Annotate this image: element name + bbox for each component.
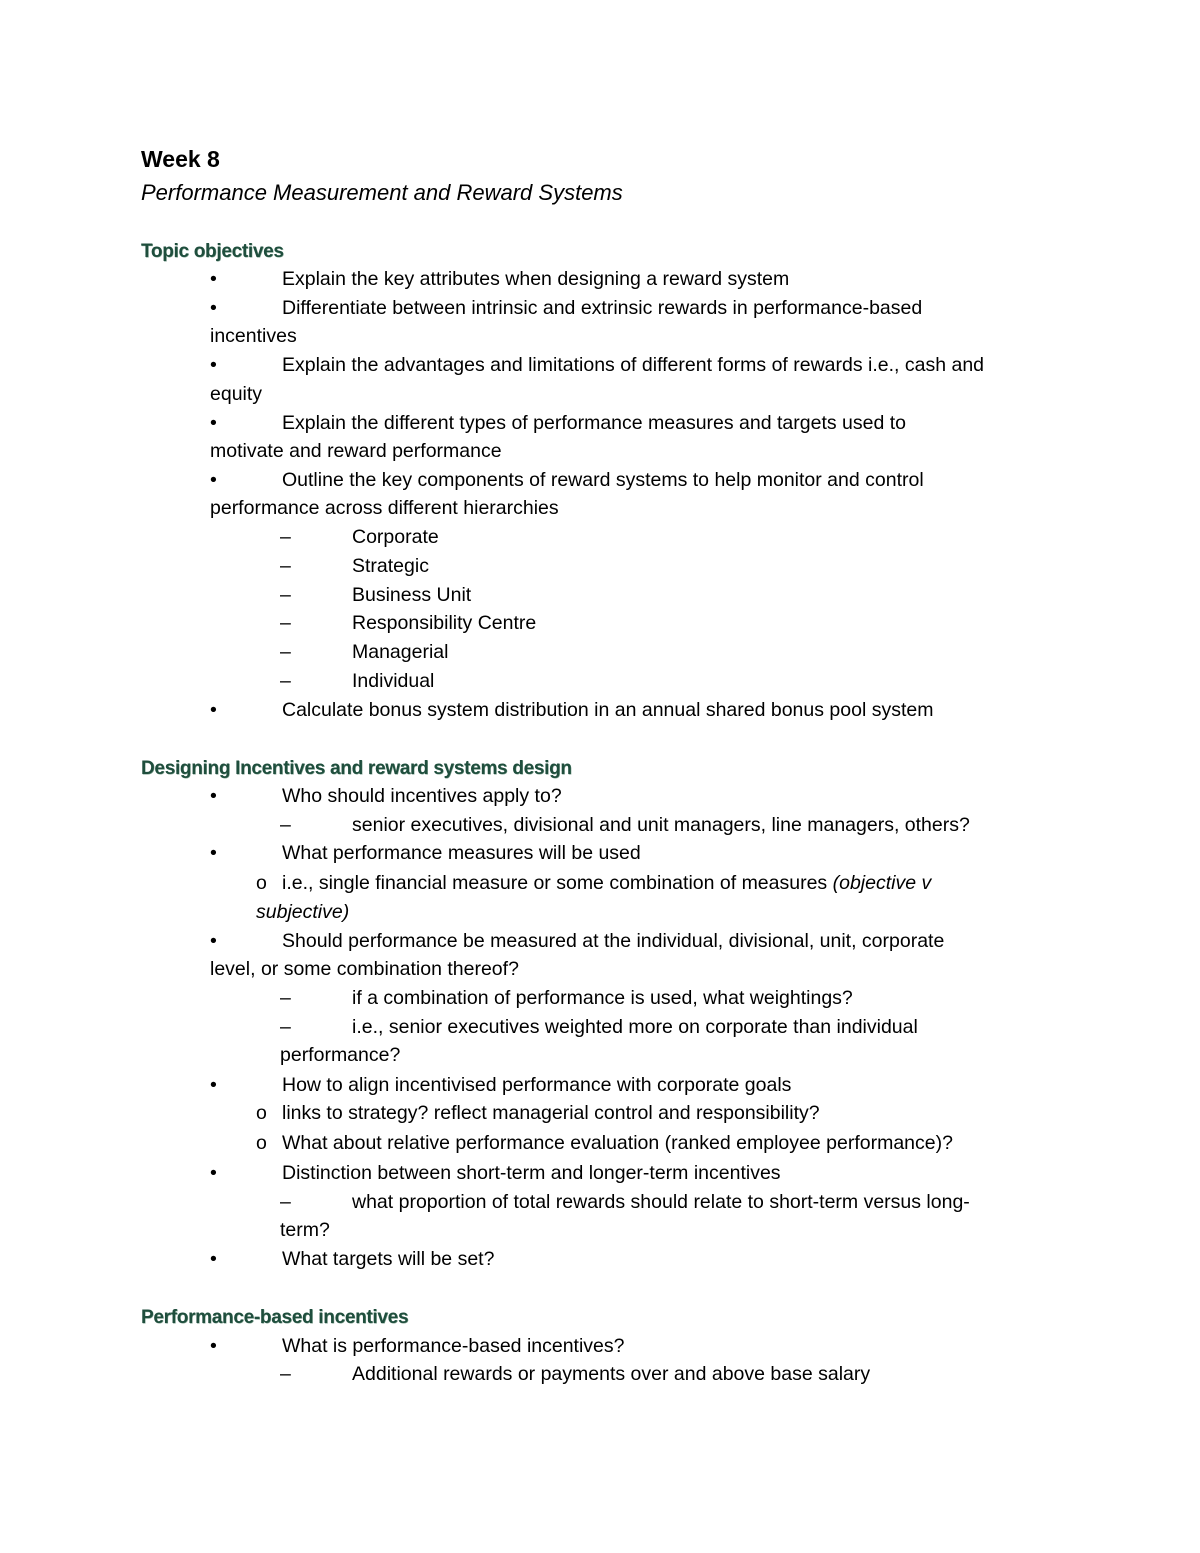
sub-list-item: Individual	[352, 670, 435, 692]
list-item-continuation: performance?	[280, 1044, 401, 1066]
list-item: Differentiate between intrinsic and extrinsic rewards in performance-based	[282, 297, 923, 319]
dash-marker: –	[280, 641, 291, 663]
list-item: What targets will be set?	[282, 1248, 495, 1270]
circle-marker: o	[256, 1102, 267, 1124]
dash-marker: –	[280, 987, 291, 1009]
dash-marker: –	[280, 1191, 291, 1213]
list-item: Calculate bonus system distribution in an annual shared bonus pool system	[282, 699, 934, 721]
bullet-marker: •	[210, 1074, 217, 1096]
sub-list-item: Responsibility Centre	[352, 612, 537, 634]
sub-list-item: what proportion of total rewards should relate to short-term versus long-	[352, 1191, 970, 1213]
list-item-continuation: motivate and reward performance	[210, 440, 502, 462]
dash-marker: –	[280, 612, 291, 634]
list-item-continuation: performance across different hierarchies	[210, 497, 559, 519]
bullet-marker: •	[210, 785, 217, 807]
dash-marker: –	[280, 814, 291, 836]
page-subtitle: Performance Measurement and Reward Systems	[141, 180, 623, 205]
sub-list-item	[282, 869, 931, 897]
sub-list-item-text: i.e., single financial measure or some combination of measures	[282, 872, 833, 894]
list-item-continuation: level, or some combination thereof?	[210, 958, 519, 980]
list-item: Outline the key components of reward systems to help monitor and control	[282, 469, 924, 491]
bullet-marker: •	[210, 297, 217, 319]
bullet-marker: •	[210, 1248, 217, 1270]
sub-list-item: Business Unit	[352, 584, 472, 606]
sub-list-item-italic: (objective v	[832, 872, 932, 894]
list-item: Should performance be measured at the individual, divisional, unit, corporate	[282, 930, 945, 952]
bullet-marker: •	[210, 699, 217, 721]
sub-list-item: Corporate	[352, 526, 439, 548]
sub-list-item: links to strategy? reflect managerial control and responsibility?	[282, 1102, 820, 1124]
dash-marker: –	[280, 1016, 291, 1038]
dash-marker: –	[280, 555, 291, 577]
circle-marker: o	[256, 872, 267, 894]
dash-marker: –	[280, 670, 291, 692]
list-item: How to align incentivised performance with corporate goals	[282, 1074, 792, 1096]
list-item: What performance measures will be used	[282, 842, 641, 864]
bullet-marker: •	[210, 930, 217, 952]
sub-list-item: What about relative performance evaluation (ranked employee performance)?	[282, 1132, 953, 1154]
list-item-continuation: term?	[280, 1219, 330, 1241]
list-item-continuation: subjective)	[256, 901, 350, 923]
section-heading-performance: Performance-based incentives	[141, 1307, 409, 1328]
bullet-marker: •	[210, 1162, 217, 1184]
list-item: Distinction between short-term and longer-term incentives	[282, 1162, 781, 1184]
sub-list-item: senior executives, divisional and unit managers, line managers, others?	[352, 814, 970, 836]
sub-list-item: Managerial	[352, 641, 449, 663]
section-heading-designing: Designing Incentives and reward systems design	[141, 758, 572, 779]
bullet-marker: •	[210, 842, 217, 864]
list-item-continuation: equity	[210, 383, 263, 405]
dash-marker: –	[280, 584, 291, 606]
sub-list-item: if a combination of performance is used, what weightings?	[352, 987, 853, 1009]
bullet-marker: •	[210, 268, 217, 290]
dash-marker: –	[280, 526, 291, 548]
bullet-marker: •	[210, 469, 217, 491]
list-item-continuation: incentives	[210, 325, 297, 347]
section-heading-objectives: Topic objectives	[141, 241, 284, 262]
dash-marker: –	[280, 1363, 291, 1385]
bullet-marker: •	[210, 354, 217, 376]
list-item: Explain the different types of performance measures and targets used to	[282, 412, 906, 434]
sub-list-item: i.e., senior executives weighted more on corporate than individual	[352, 1016, 918, 1038]
list-item: Who should incentives apply to?	[282, 785, 562, 807]
list-item: Explain the key attributes when designing a reward system	[282, 268, 790, 290]
circle-marker: o	[256, 1132, 267, 1154]
list-item: Explain the advantages and limitations of different forms of rewards i.e., cash and	[282, 354, 985, 376]
sub-list-item: Strategic	[352, 555, 429, 577]
list-item: What is performance-based incentives?	[282, 1335, 625, 1357]
bullet-marker: •	[210, 1335, 217, 1357]
page-title: Week 8	[141, 146, 220, 172]
sub-list-item: Additional rewards or payments over and above base salary	[352, 1363, 871, 1385]
bullet-marker: •	[210, 412, 217, 434]
